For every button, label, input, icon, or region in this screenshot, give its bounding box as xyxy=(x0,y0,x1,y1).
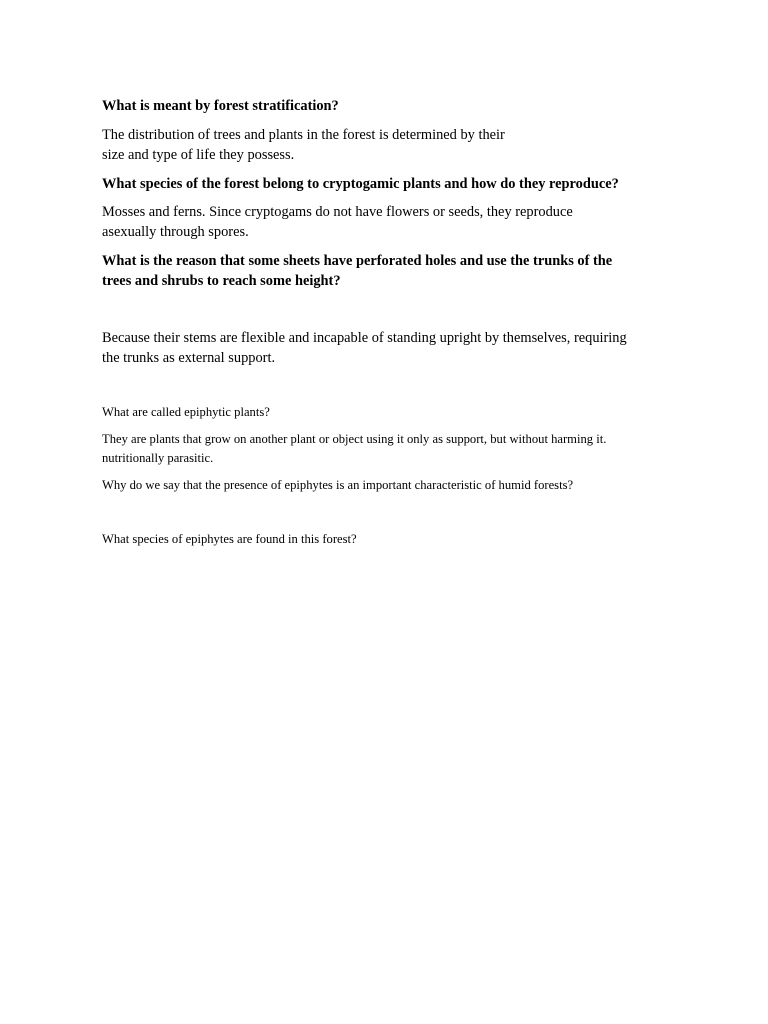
question-text: What species of the forest belong to cryptogamic plants and how do they reproduce? xyxy=(102,176,619,192)
answer-line: Mosses and ferns. Since cryptogams do not have flowers or seeds, they reproduce xyxy=(102,204,573,220)
answer-line: the trunks as external support. xyxy=(102,349,276,366)
question-text: Why do we say that the presence of epiphytes is an important characteristic of humid forests? xyxy=(102,478,574,492)
answer-perforated-sheets xyxy=(102,329,672,368)
question-text: What species of epiphytes are found in this forest? xyxy=(102,532,357,546)
question-text: What is meant by forest stratification? xyxy=(102,98,339,114)
answer-line: The distribution of trees and plants in the forest is determined by their xyxy=(102,127,505,143)
answer-line: asexually through spores. xyxy=(102,223,249,240)
answer-line: Because their stems are flexible and incapable of standing upright by themselves, requiring xyxy=(102,330,627,346)
answer-line: They are plants that grow on another plant or object using it only as support, but without harming it. xyxy=(102,432,607,446)
answer-epiphytic-plants xyxy=(102,430,672,467)
question-epiphytic-plants xyxy=(102,403,672,422)
question-text: What are called epiphytic plants? xyxy=(102,405,270,419)
question-humid-forests xyxy=(102,476,672,495)
answer-line: nutritionally parasitic. xyxy=(102,450,214,465)
question-line: What is the reason that some sheets have perforated holes and use the trunks of the xyxy=(102,253,613,269)
answer-line: size and type of life they possess. xyxy=(102,146,295,163)
question-perforated-sheets xyxy=(102,252,672,291)
question-line: trees and shrubs to reach some height? xyxy=(102,272,341,289)
question-cryptogamic-plants xyxy=(102,175,672,195)
question-forest-stratification xyxy=(102,97,672,117)
answer-forest-stratification xyxy=(102,126,672,165)
answer-cryptogamic-plants xyxy=(102,203,672,242)
question-epiphyte-species xyxy=(102,530,672,549)
